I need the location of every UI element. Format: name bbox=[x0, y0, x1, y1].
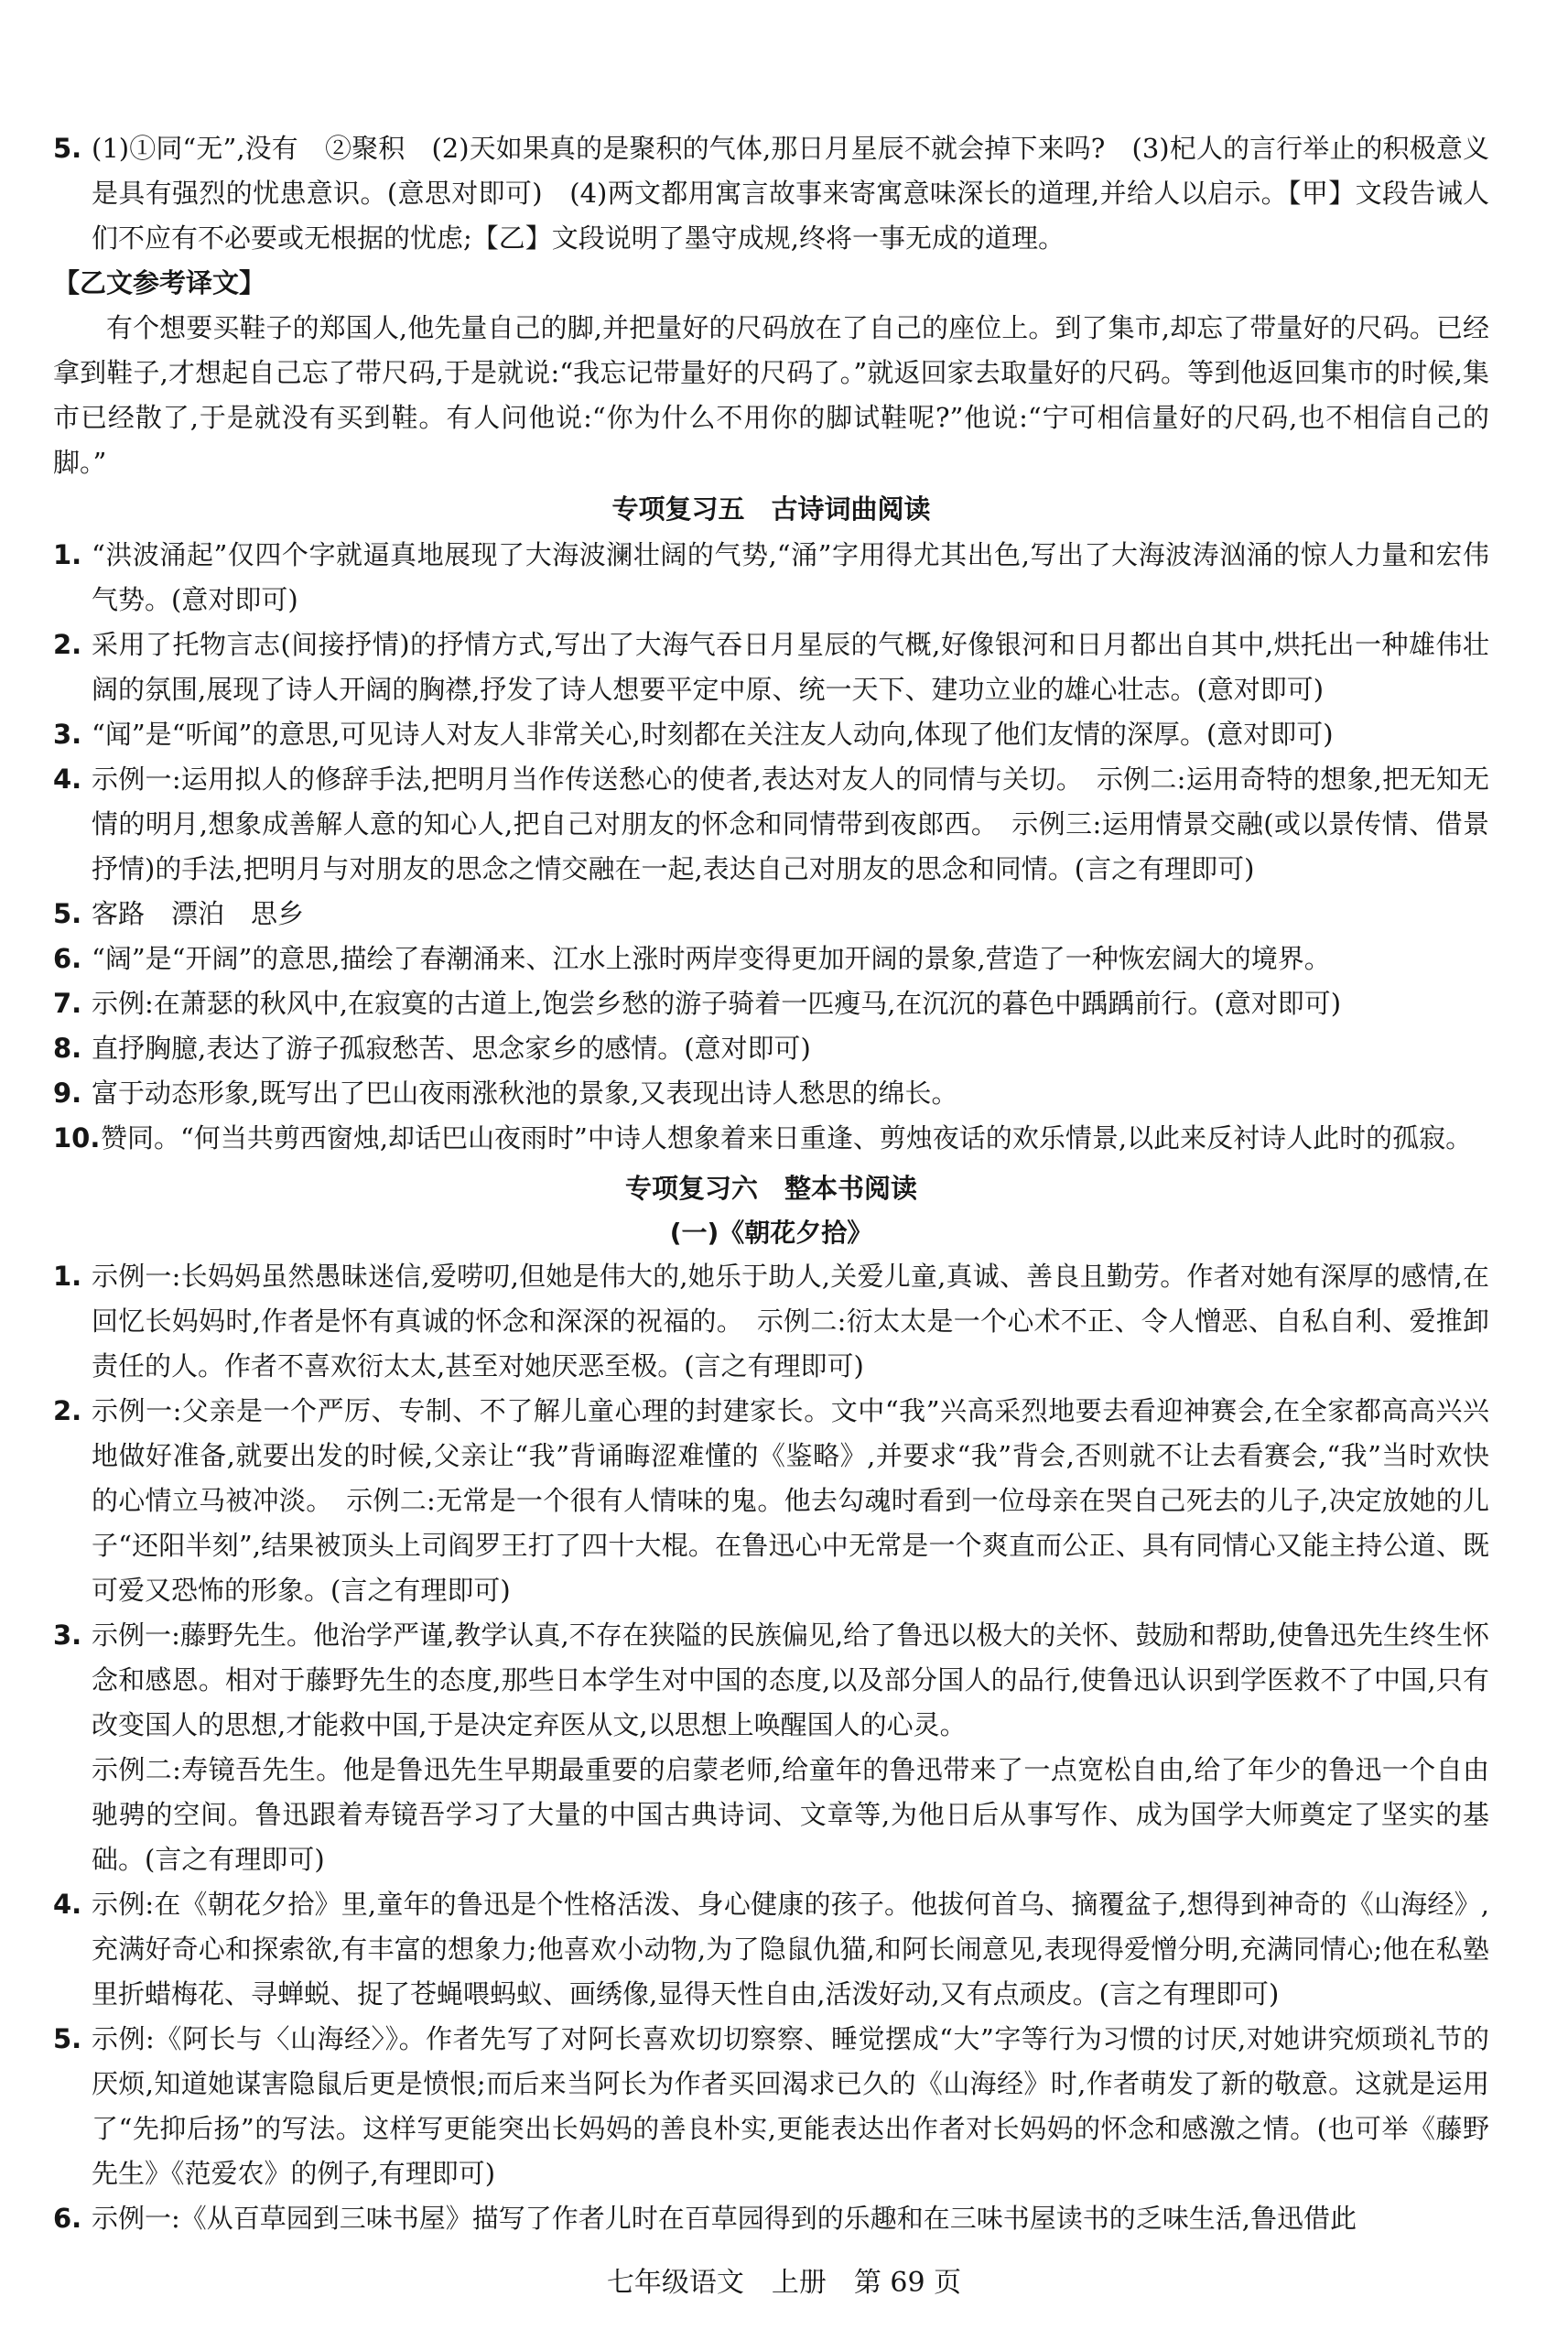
item-number: 4. bbox=[53, 1889, 82, 1920]
section-classical-answers bbox=[53, 126, 1489, 485]
answer-item bbox=[53, 533, 1489, 623]
item-number: 5. bbox=[53, 898, 82, 929]
item-text: 示例一:运用拟人的修辞手法,把明月当作传送愁心的使者,表达对友人的同情与关切。 示例二:运用奇特的想象,把无知无情的明月,想象成善解人意的知心人,把自己对朋友的怀念和同情带到夜郎西。 示例三:运用情景交融(或以景传情、借景抒情)的手法,把明月与对朋友的思念之情交融在一起,表达自己对朋友的思念和同情。(言之有理即可) bbox=[92, 764, 1489, 884]
answer-item bbox=[53, 937, 1489, 981]
section-heading: 专项复习五 古诗词曲阅读 bbox=[611, 493, 931, 525]
answer-item bbox=[53, 623, 1489, 712]
answer-item bbox=[53, 1026, 1489, 1071]
answer-item bbox=[53, 892, 1489, 937]
answer-item bbox=[53, 981, 1489, 1026]
section-heading: 专项复习六 整本书阅读 bbox=[624, 1173, 917, 1204]
answer-item bbox=[53, 712, 1489, 757]
item-text: 采用了托物言志(间接抒情)的抒情方式,写出了大海气吞日月星辰的气概,好像银河和日月都出自其中,烘托出一种雄伟壮阔的氛围,展现了诗人开阔的胸襟,抒发了诗人想要平定中原、统一天下、建功立业的雄心壮志。(意对即可) bbox=[92, 629, 1489, 705]
answer-item bbox=[53, 1116, 1489, 1161]
item-number: 1. bbox=[53, 1261, 82, 1292]
item-text: 客路 漂泊 思乡 bbox=[92, 898, 305, 929]
item-number: 10. bbox=[53, 1122, 101, 1154]
answer-item bbox=[53, 2196, 1489, 2241]
answer-item bbox=[53, 1389, 1489, 1613]
item-text: 富于动态形象,既写出了巴山夜雨涨秋池的景象,又表现出诗人愁思的绵长。 bbox=[92, 1078, 958, 1109]
item-text: 示例一:长妈妈虽然愚昧迷信,爱唠叨,但她是伟大的,她乐于助人,关爱儿童,真诚、善良且勤劳。作者对她有深厚的感情,在回忆长妈妈时,作者是怀有真诚的怀念和深深的祝福的。 示例二:衍太太是一个心术不正、令人憎恶、自私自利、爱推卸责任的人。作者不喜欢衍太太,甚至对她厌恶至极。(言之有理即可) bbox=[92, 1261, 1489, 1381]
translation-paragraph: 有个想要买鞋子的郑国人,他先量自己的脚,并把量好的尺码放在了自己的座位上。到了集市,却忘了带量好的尺码。已经拿到鞋子,才想起自己忘了带尺码,于是就说:“我忘记带量好的尺码了。”就返回家去取量好的尺码。等到他返回集市的时候,集市已经散了,于是就没有买到鞋。有人问他说:“你为什么不用你的脚试鞋呢?”他说:“宁可相信量好的尺码,也不相信自己的脚。” bbox=[53, 312, 1489, 478]
item-number: 2. bbox=[53, 629, 82, 660]
item-number: 6. bbox=[53, 2203, 82, 2234]
item-number: 1. bbox=[53, 539, 82, 570]
item-number: 5. bbox=[53, 133, 82, 164]
item-number: 3. bbox=[53, 719, 82, 750]
item-number: 4. bbox=[53, 764, 82, 795]
item-text: “闻”是“听闻”的意思,可见诗人对友人非常关心,时刻都在关注友人动向,体现了他们友情的深厚。(意对即可) bbox=[92, 719, 1334, 750]
answer-item bbox=[53, 1613, 1489, 1882]
item-text: (1)①同“无”,没有 ②聚积 (2)天如果真的是聚积的气体,那日月星辰不就会掉下来吗? (3)杞人的言行举止的积极意义是具有强烈的忧患意识。(意思对即可) (4)两文都用寓言故事来寄寓意味深长的道理,并给人以启示。【甲】文段告诫人们不应有不必要或无根据的忧虑;【乙】文段说明了墨守成规,终将一事无成的道理。 bbox=[92, 133, 1489, 254]
section-poetry-reading bbox=[53, 485, 1489, 1161]
item-number: 6. bbox=[53, 943, 82, 974]
answer-item bbox=[53, 1254, 1489, 1389]
item-text-example-two: 示例二:寿镜吾先生。他是鲁迅先生早期最重要的启蒙老师,给童年的鲁迅带来了一点宽松自由,给了年少的鲁迅一个自由驰骋的空间。鲁迅跟着寿镜吾学习了大量的中国古典诗词、文章等,为他日后从事写作、成为国学大师奠定了坚实的基础。(言之有理即可) bbox=[92, 1754, 1489, 1875]
item-text: 示例一:父亲是一个严厉、专制、不了解儿童心理的封建家长。文中“我”兴高采烈地要去看迎神赛会,在全家都高高兴兴地做好准备,就要出发的时候,父亲让“我”背诵晦涩难懂的《鉴略》,并要求“我”背会,否则就不让去看赛会,“我”当时欢快的心情立马被冲淡。 示例二:无常是一个很有人情味的鬼。他去勾魂时看到一位母亲在哭自己死去的儿子,决定放她的儿子“还阳半刻”,结果被顶头上司阎罗王打了四十大棍。在鲁迅心中无常是一个爽直而公正、具有同情心又能主持公道、既可爱又恐怖的形象。(言之有理即可) bbox=[92, 1395, 1489, 1606]
translation-label: 【乙文参考译文】 bbox=[53, 267, 266, 298]
item-text: 赞同。“何当共剪西窗烛,却话巴山夜雨时”中诗人想象着来日重逢、剪烛夜话的欢乐情景,以此来反衬诗人此时的孤寂。 bbox=[101, 1122, 1473, 1154]
section-whole-book-reading bbox=[53, 1165, 1489, 2241]
item-text: “洪波涌起”仅四个字就逼真地展现了大海波澜壮阔的气势,“涌”字用得尤其出色,写出了大海波涛汹涌的惊人力量和宏伟气势。(意对即可) bbox=[92, 539, 1489, 615]
section-subheading: (一)《朝花夕拾》 bbox=[669, 1218, 873, 1248]
item-number: 8. bbox=[53, 1033, 82, 1064]
item-number: 7. bbox=[53, 988, 82, 1019]
item-number: 3. bbox=[53, 1620, 82, 1651]
answer-item bbox=[53, 126, 1489, 261]
answer-item bbox=[53, 2017, 1489, 2196]
item-number: 2. bbox=[53, 1395, 82, 1426]
item-number: 5. bbox=[53, 2023, 82, 2054]
answer-item bbox=[53, 1882, 1489, 2017]
item-text: 示例一:《从百草园到三味书屋》描写了作者儿时在百草园得到的乐趣和在三味书屋读书的乏味生活,鲁迅借此 bbox=[92, 2203, 1357, 2234]
item-text: 示例:在萧瑟的秋风中,在寂寞的古道上,饱尝乡愁的游子骑着一匹瘦马,在沉沉的暮色中踽踽前行。(意对即可) bbox=[92, 988, 1342, 1019]
item-text: 直抒胸臆,表达了游子孤寂愁苦、思念家乡的感情。(意对即可) bbox=[92, 1033, 811, 1064]
answer-item bbox=[53, 757, 1489, 892]
item-number: 9. bbox=[53, 1078, 82, 1109]
item-text: 示例:《阿长与〈山海经〉》。作者先写了对阿长喜欢切切察察、睡觉摆成“大”字等行为习惯的讨厌,对她讲究烦琐礼节的厌烦,知道她谋害隐鼠后更是愤恨;而后来当阿长为作者买回渴求已久的《山海经》时,作者萌发了新的敬意。这就是运用了“先抑后扬”的写法。这样写更能突出长妈妈的善良朴实,更能表达出作者对长妈妈的怀念和感激之情。(也可举《藤野先生》《范爱农》的例子,有理即可) bbox=[92, 2023, 1489, 2189]
page-footer: 七年级语文 上册 第 69 页 bbox=[606, 2267, 962, 2299]
item-text: 示例:在《朝花夕拾》里,童年的鲁迅是个性格活泼、身心健康的孩子。他拔何首乌、摘覆盆子,想得到神奇的《山海经》,充满好奇心和探索欲,有丰富的想象力;他喜欢小动物,为了隐鼠仇猫,和阿长闹意见,表现得爱憎分明,充满同情心;他在私塾里折蜡梅花、寻蝉蜕、捉了苍蝇喂蚂蚁、画绣像,显得天性自由,活泼好动,又有点顽皮。(言之有理即可) bbox=[92, 1889, 1489, 2010]
item-text: “阔”是“开阔”的意思,描绘了春潮涌来、江水上涨时两岸变得更加开阔的景象,营造了一种恢宏阔大的境界。 bbox=[92, 943, 1331, 974]
answer-item bbox=[53, 1071, 1489, 1116]
item-text: 示例一:藤野先生。他治学严谨,教学认真,不存在狭隘的民族偏见,给了鲁迅以极大的关怀、鼓励和帮助,使鲁迅先生终生怀念和感恩。相对于藤野先生的态度,那些日本学生对中国的态度,以及部分国人的品行,使鲁迅认识到学医救不了中国,只有改变国人的思想,才能救中国,于是决定弃医从文,以思想上唤醒国人的心灵。 bbox=[92, 1620, 1489, 1740]
